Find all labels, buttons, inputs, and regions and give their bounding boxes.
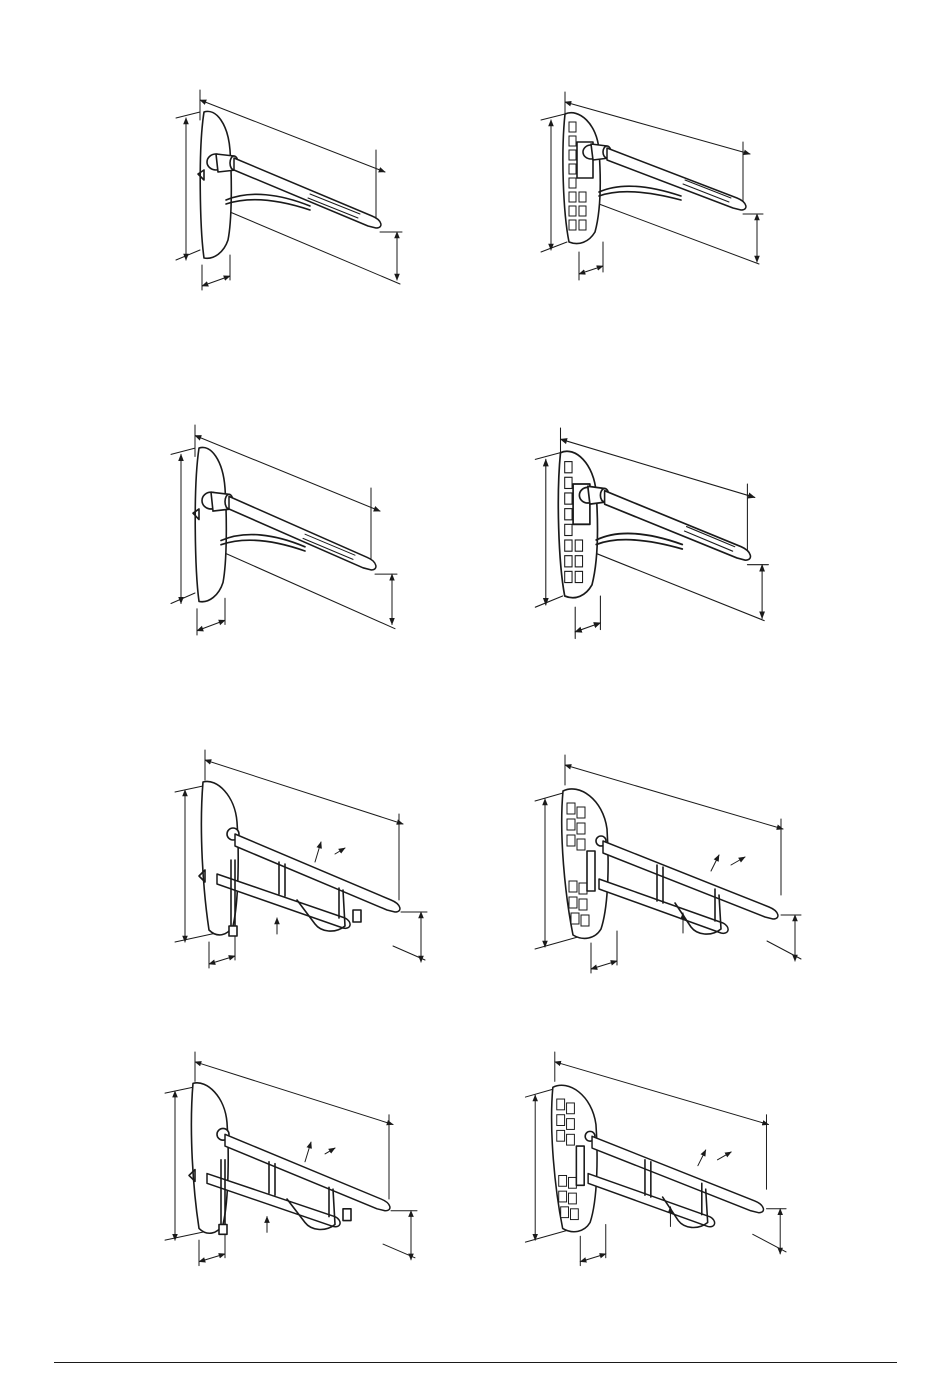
rail-illustration: [185, 425, 415, 640]
hinged-support-rail-drawing-6: [555, 755, 815, 985]
rail-illustration: [545, 1052, 805, 1282]
drop-down-rail-drawing-3: [185, 425, 415, 640]
drop-down-rail-drawing-4: [550, 428, 790, 643]
rail-illustration: [555, 755, 815, 985]
hinged-support-rail-drawing-5: [195, 750, 445, 980]
footer-divider: [54, 1362, 897, 1363]
hinged-support-rail-drawing-8: [545, 1052, 805, 1282]
drop-down-rail-drawing-1: [190, 90, 420, 300]
rail-illustration: [550, 428, 790, 643]
rail-illustration: [195, 750, 445, 980]
rail-illustration: [555, 92, 785, 302]
drop-down-rail-drawing-2: [555, 92, 785, 302]
rail-illustration: [190, 90, 420, 300]
rail-illustration: [185, 1052, 435, 1282]
hinged-support-rail-drawing-7: [185, 1052, 435, 1282]
